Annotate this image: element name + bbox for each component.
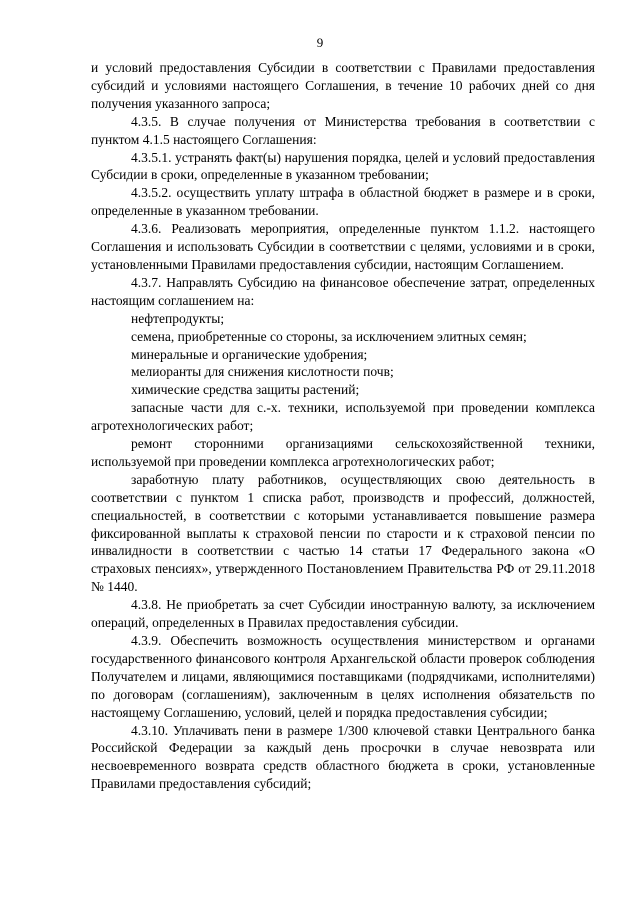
list-item: нефтепродукты; (131, 310, 225, 326)
paragraph-4-3-5: 4.3.5. В случае получения от Министерства требования в соответствии с пунктом 4.1.5 настоящего Соглашения: (91, 113, 595, 147)
list-item: ремонт сторонними организациями сельскохозяйственной техники, используемой при проведении комплекса агротехнологических работ; (91, 436, 595, 469)
list-item: мелиоранты для снижения кислотности почв; (131, 364, 394, 380)
paragraph-4-3-8: 4.3.8. Не приобретать за счет Субсидии иностранную валюту, за исключением операций, определенных в Правилах предоставления субсидии. (91, 597, 595, 631)
list-item: химические средства защиты растений; (131, 382, 360, 398)
list-item: заработную плату работников, осуществляющих свою деятельность в соответствии с пунктом 1 списка работ, производств и профессий, должностей, специальностей, в соответствии с которыми устанавливается повышение размера фиксированной выплаты к страховой пенсии по старости и к страховой пенсии по инвалидности в соответствии с частью 14 статьи 17 Федерального закона «О страховых пенсиях», утвержденного Постановлением Правительства РФ от 29.11.2018 № 1440. (91, 471, 595, 595)
paragraph-4-3-7: 4.3.7. Направлять Субсидию на финансовое обеспечение затрат, определенных настоящим соглашением на: (91, 274, 595, 308)
list-item: минеральные и органические удобрения; (131, 346, 368, 362)
list-item: семена, приобретенные со стороны, за исключением элитных семян; (131, 328, 527, 344)
paragraph-4-3-10: 4.3.10. Уплачивать пени в размере 1/300 ключевой ставки Центрального банка Российской Федерации за каждый день просрочки в случае невозврата или несвоевременного возврата средств областного бюджета в сроки, установленные Правилами предоставления субсидий; (91, 722, 595, 792)
document-body (91, 59, 595, 793)
page-number: 9 (316, 35, 324, 50)
paragraph-4-3-5-2: 4.3.5.2. осуществить уплату штрафа в областной бюджет в размере и в сроки, определенные в указанном требовании. (91, 185, 595, 219)
list-item: запасные части для с.-х. техники, используемой при проведении комплекса агротехнологических работ; (91, 400, 595, 434)
paragraph-4-3-6: 4.3.6. Реализовать мероприятия, определенные пунктом 1.1.2. настоящего Соглашения и использовать Субсидии в соответствии с целями, условиями и в сроки, установленными Правилами предоставления субсидии, настоящим Соглашением. (91, 221, 595, 272)
paragraph-continuation: и условий предоставления Субсидии в соответствии с Правилами предоставления субсидий и условиями настоящего Соглашения, в течение 10 рабочих дней со дня получения указанного запроса; (91, 60, 595, 111)
paragraph-4-3-5-1: 4.3.5.1. устранять факт(ы) нарушения порядка, целей и условий предоставления Субсидии в сроки, определенные в указанном требовании; (91, 149, 595, 183)
paragraph-4-3-9: 4.3.9. Обеспечить возможность осуществления министерством и органами государственного финансового контроля Архангельской области проверок соблюдения Получателем и лицами, являющимися поставщиками (подрядчиками, исполнителями) по договорам (соглашениям), заключенным в целях исполнения обязательств по настоящему Соглашению, условий, целей и порядка предоставления субсидии; (91, 633, 595, 720)
